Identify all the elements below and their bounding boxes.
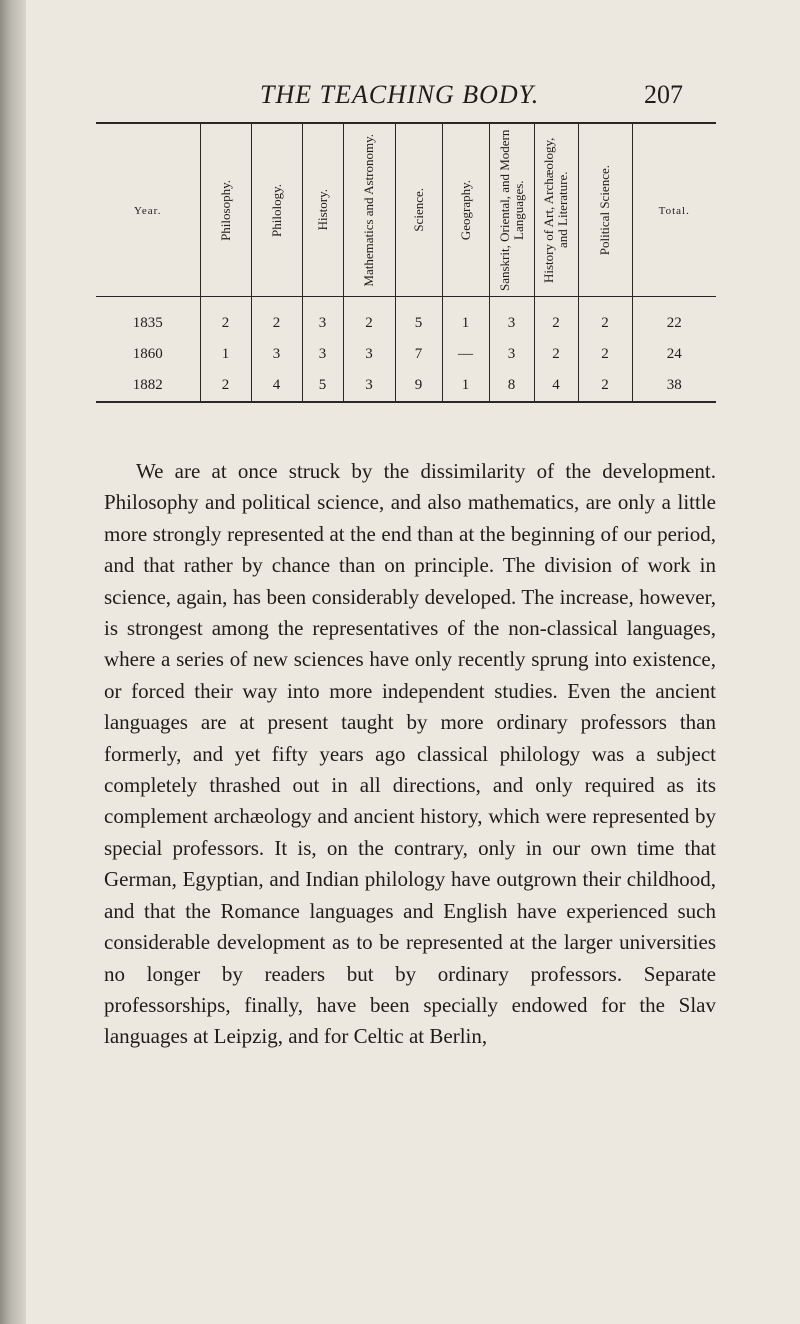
- table-cell: 1: [442, 370, 489, 402]
- cell-year: 1860: [96, 339, 200, 370]
- table-cell: 3: [302, 339, 343, 370]
- table-cell: 3: [251, 339, 302, 370]
- paragraph: We are at once struck by the dissimilarity of the development. Philosophy and political science, and also mathematics, are only a little more strongly represented at the end than at the beginning of our period, and that rather by chance than on principle. The division of work in science, again, has been considerably developed. The increase, however, is strongest among the representatives of the non-classical languages, where a series of new sciences have only recently sprung into existence, or forced their way into more independent studies. Even the ancient languages are at present taught by more ordinary professors than formerly, and yet fifty years ago classical philology was a subject completely thrashed out in all directions, and only required as its complement archæology and ancient history, which were represented by special professors. It is, on the contrary, only in our own time that German, Egyptian, and Indian philology have outgrown their childhood, and that the Romance languages and English have experienced such considerable development as to be represented at the larger universities no longer by readers but by ordinary professors. Separate professorships, finally, have been specially endowed for the Slav languages at Leipzig, and for Celtic at Berlin,: [104, 459, 716, 1049]
- table-cell: 3: [302, 297, 343, 340]
- column-header-mathematics: Mathematics and Astronomy.: [343, 123, 395, 297]
- table-cell: 8: [489, 370, 534, 402]
- column-header-languages: Sanskrit, Oriental, and Modern Languages.: [489, 123, 534, 297]
- column-header-philology: Philology.: [251, 123, 302, 297]
- column-header-science: Science.: [395, 123, 442, 297]
- cell-total: 22: [666, 315, 682, 331]
- column-header-philosophy: Philosophy.: [200, 123, 251, 297]
- table-cell: 2: [578, 370, 632, 402]
- column-header-total: Total.: [632, 123, 716, 297]
- page-number: 207: [644, 80, 683, 109]
- body-text: [104, 456, 716, 1053]
- table-cell: 7: [395, 339, 442, 370]
- table-cell: 2: [200, 370, 251, 402]
- table-row: [96, 297, 716, 340]
- cell-year: 1882: [96, 370, 200, 402]
- table-cell: 2: [578, 339, 632, 370]
- table-cell: 2: [251, 297, 302, 340]
- column-header-art-history: History of Art, Archæology, and Literature.: [534, 123, 578, 297]
- cell-total: 38: [666, 377, 682, 393]
- professors-table: [96, 122, 716, 403]
- cell-total: 24: [666, 346, 682, 362]
- column-header-geography: Geography.: [442, 123, 489, 297]
- column-header-year: Year.: [96, 123, 200, 297]
- table-cell: 9: [395, 370, 442, 402]
- table-cell: 2: [534, 339, 578, 370]
- table-cell: 1: [200, 339, 251, 370]
- book-spine-shadow: [0, 0, 26, 1324]
- table-header-row: [96, 123, 716, 297]
- cell-year: 1835: [96, 297, 200, 340]
- table-cell: 1: [442, 297, 489, 340]
- table-row: [96, 339, 716, 370]
- table-cell: —: [442, 339, 489, 370]
- column-header-political-science: Political Science.: [578, 123, 632, 297]
- table-cell: 2: [200, 297, 251, 340]
- table-cell: 4: [251, 370, 302, 402]
- table-cell: 2: [534, 297, 578, 340]
- table-cell: 3: [489, 339, 534, 370]
- table-cell: 3: [489, 297, 534, 340]
- table-cell: 5: [302, 370, 343, 402]
- table-row: [96, 370, 716, 402]
- table-cell: 3: [343, 339, 395, 370]
- table-cell: 3: [343, 370, 395, 402]
- table-cell: 5: [395, 297, 442, 340]
- table-cell: 2: [578, 297, 632, 340]
- table-cell: 2: [343, 297, 395, 340]
- running-title: THE TEACHING BODY.: [260, 80, 540, 109]
- table-cell: 4: [534, 370, 578, 402]
- column-header-history: History.: [302, 123, 343, 297]
